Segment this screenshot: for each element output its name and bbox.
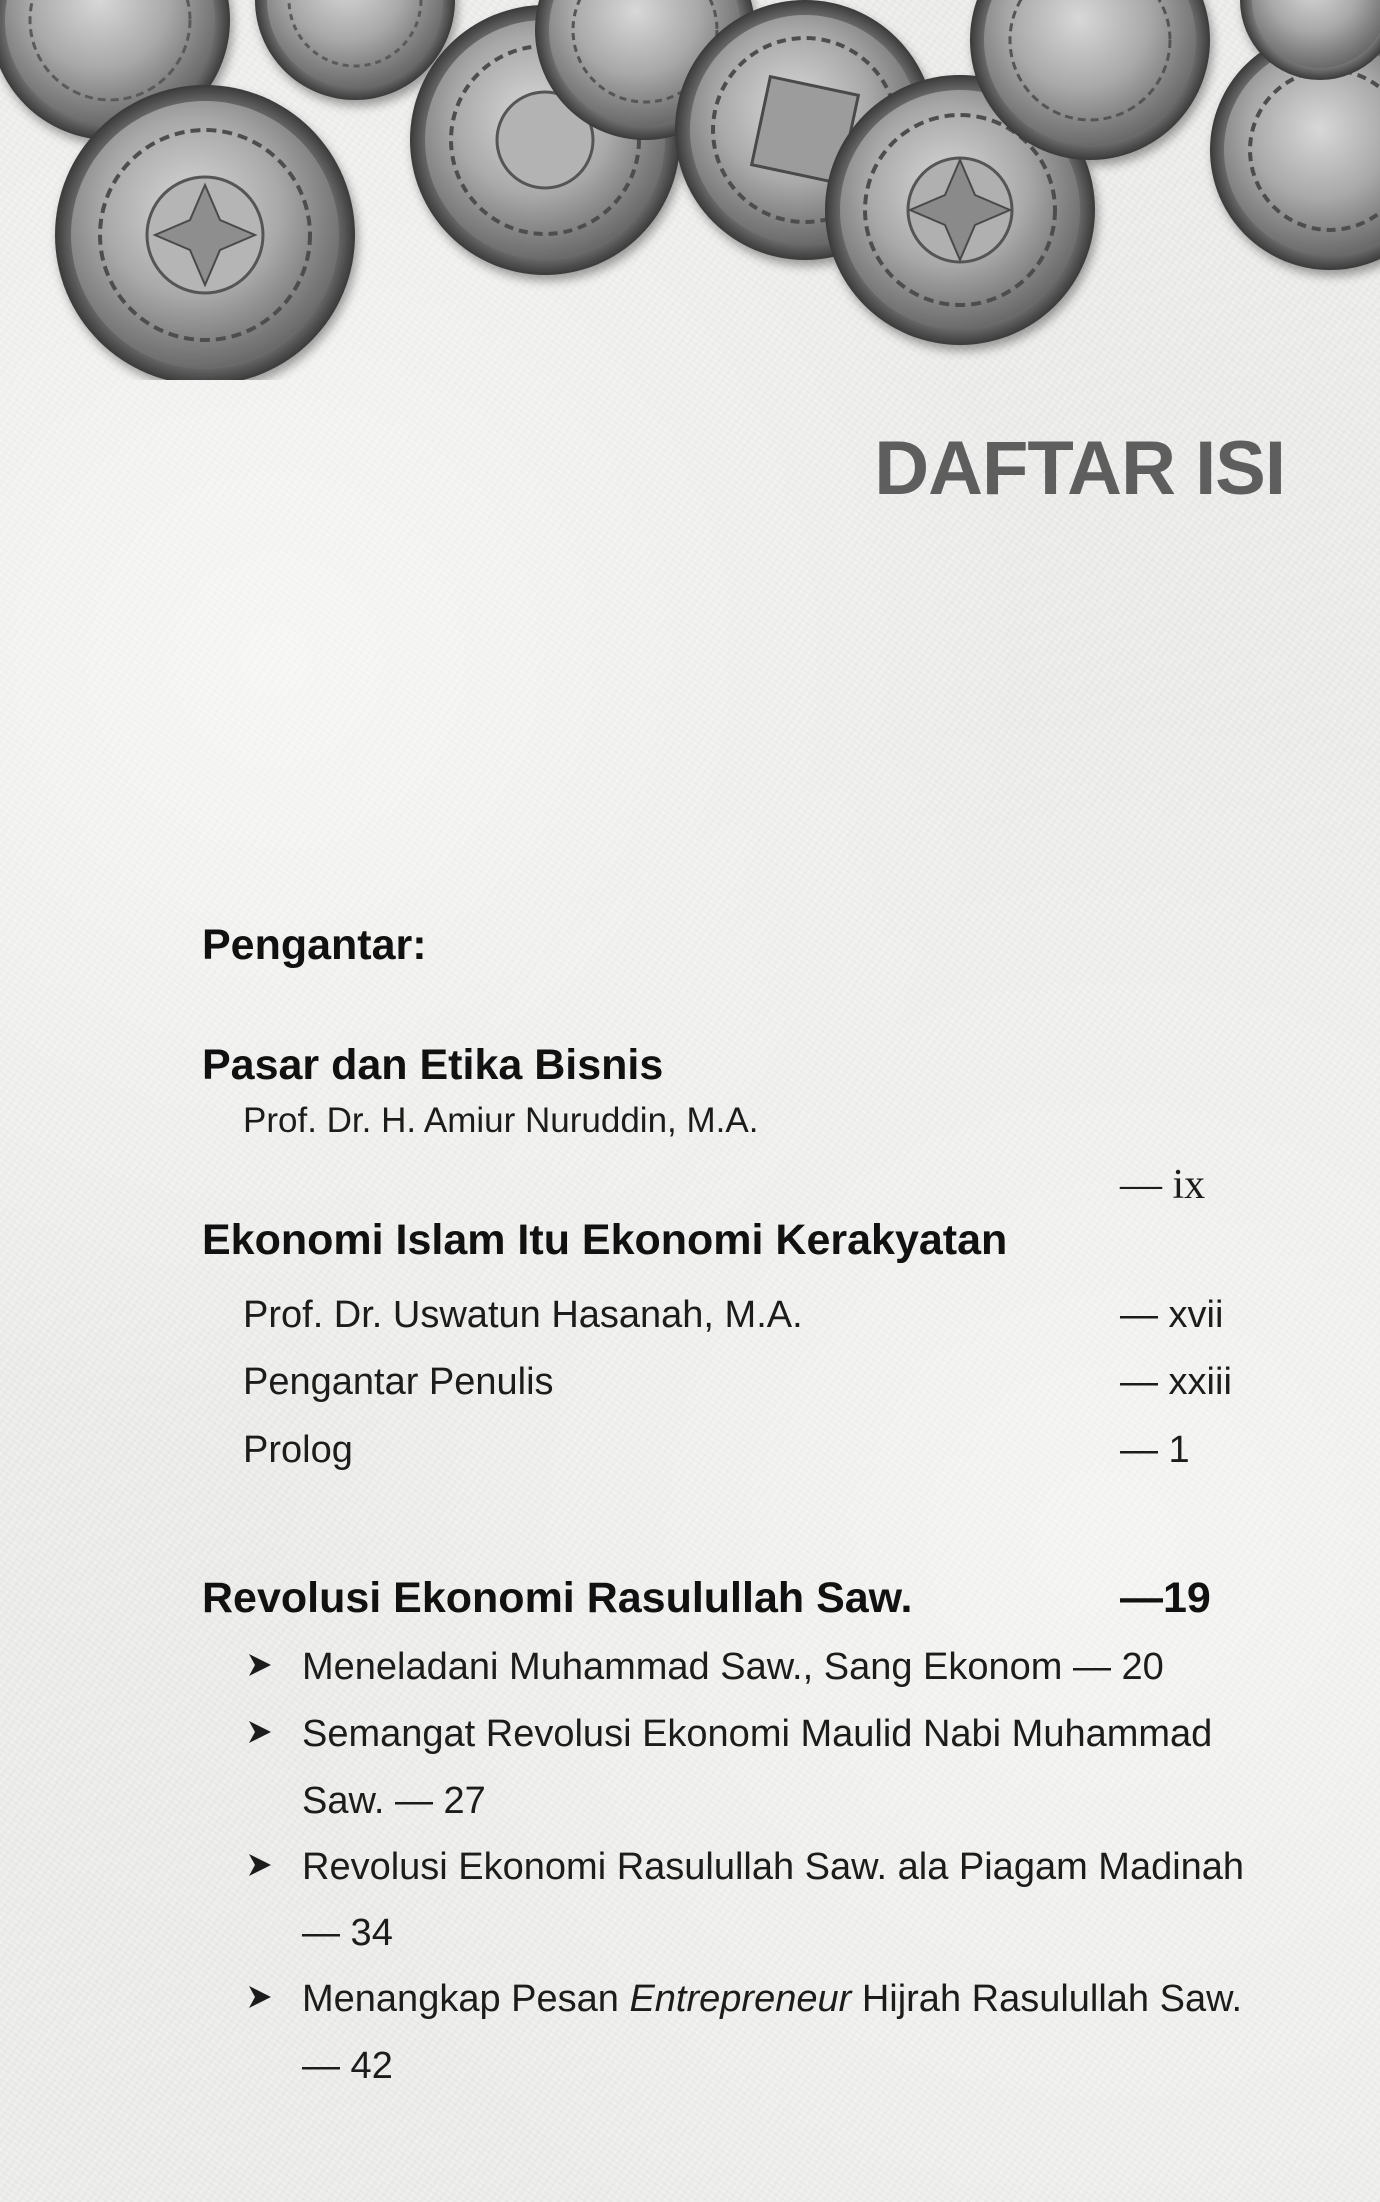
pengantar-penulis-page: — xxiii — [1120, 1361, 1232, 1403]
list-item-text-post: Hijrah Rasulullah Saw. — [851, 1978, 1243, 2020]
chapter-title-revolusi: Revolusi Ekonomi Rasulullah Saw. — [202, 1574, 913, 1622]
page-title: DAFTAR ISI — [874, 426, 1285, 511]
chapter-page-19: —19 — [1120, 1574, 1211, 1622]
list-item-continuation: Saw. — 27 — [302, 1780, 486, 1822]
list-item: Revolusi Ekonomi Rasulullah Saw. ala Piagam Madinah — [302, 1846, 1245, 1888]
arrow-bullet-icon — [247, 1852, 273, 1878]
section-author-uswatun: Prof. Dr. Uswatun Hasanah, M.A. — [243, 1294, 803, 1336]
list-item: Meneladani Muhammad Saw., Sang Ekonom — 20 — [302, 1646, 1164, 1688]
section-page-ix: — ix — [1120, 1162, 1206, 1208]
list-item: Semangat Revolusi Ekonomi Maulid Nabi Muhammad — [302, 1713, 1213, 1755]
list-item-text-emphasis: Entrepreneur — [629, 1978, 852, 2020]
list-item-continuation: — 34 — [302, 1912, 393, 1954]
section-page-xvii: — xvii — [1120, 1294, 1224, 1336]
pengantar-penulis-label: Pengantar Penulis — [243, 1361, 554, 1403]
prolog-label: Prolog — [243, 1429, 353, 1471]
arrow-bullet-icon — [247, 1719, 273, 1745]
list-item — [302, 1980, 1242, 2018]
list-item-continuation: — 42 — [302, 2045, 393, 2087]
arrow-bullet-icon — [247, 1984, 273, 2010]
prolog-page: — 1 — [1120, 1429, 1190, 1471]
section-author-amiur: Prof. Dr. H. Amiur Nuruddin, M.A. — [243, 1101, 759, 1140]
list-item-text-pre: Menangkap Pesan — [302, 1978, 630, 2020]
section-title-pasar: Pasar dan Etika Bisnis — [202, 1041, 664, 1089]
arrow-bullet-icon — [247, 1652, 273, 1678]
section-title-ekonomi-islam: Ekonomi Islam Itu Ekonomi Kerakyatan — [202, 1216, 1008, 1264]
pengantar-label: Pengantar: — [202, 921, 427, 969]
